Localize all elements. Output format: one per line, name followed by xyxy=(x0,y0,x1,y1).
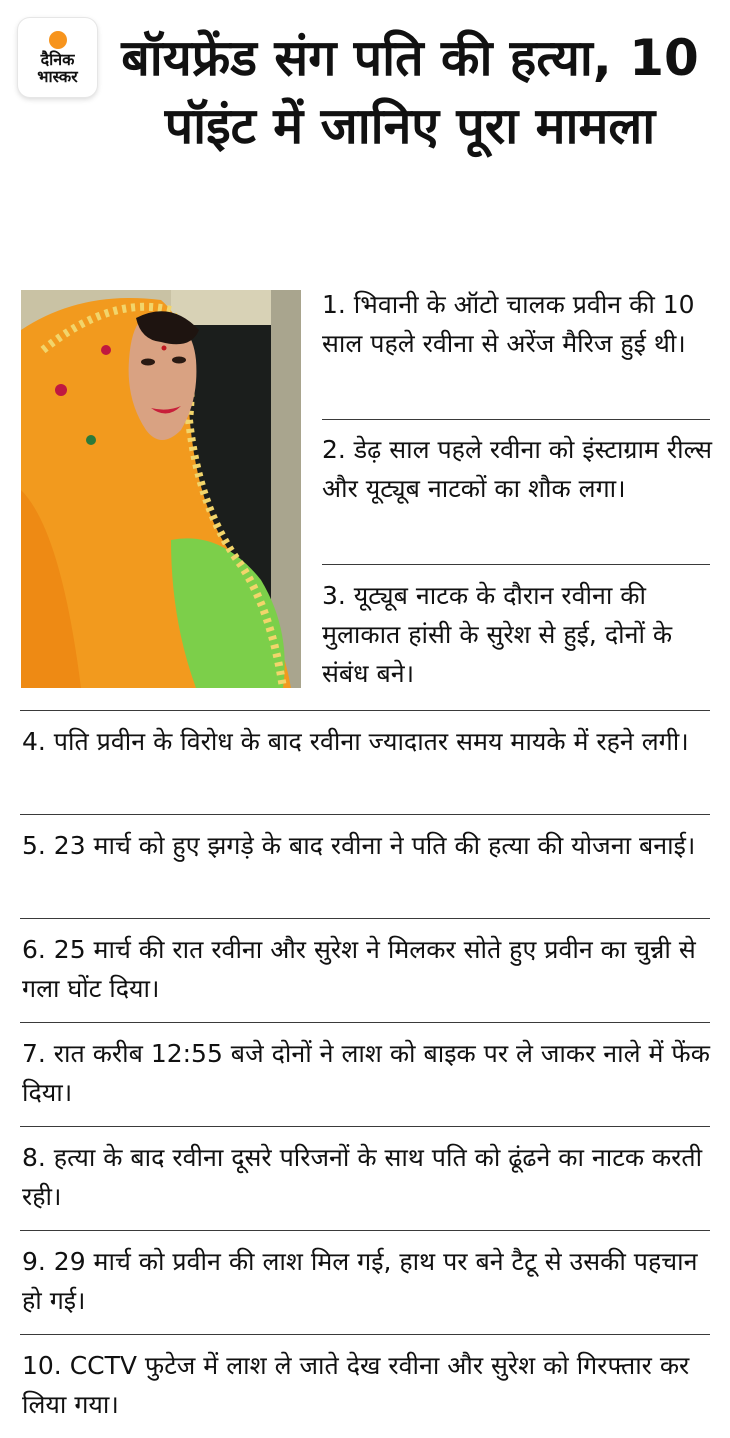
list-item: 3. यूट्यूब नाटक के दौरान रवीना की मुलाकात हांसी के सुरेश से हुई, दोनों के संबंध बने। xyxy=(322,581,673,688)
logo-text-line2: भास्कर xyxy=(37,66,78,86)
divider xyxy=(322,419,710,420)
logo-text-line1: दैनिक xyxy=(40,49,75,69)
list-item: 7. रात करीब 12:55 बजे दोनों ने लाश को बाइक पर ले जाकर नाले में फेंक दिया। xyxy=(22,1039,710,1107)
dainik-bhaskar-logo[interactable] xyxy=(18,18,97,97)
divider xyxy=(20,1126,710,1127)
list-item: 8. हत्या के बाद रवीना दूसरे परिजनों के साथ पति को ढूंढने का नाटक करती रही। xyxy=(22,1143,703,1211)
divider xyxy=(20,814,710,815)
list-item: 5. 23 मार्च को हुए झगड़े के बाद रवीना ने पति की हत्या की योजना बनाई। xyxy=(22,831,696,860)
photo-illustration xyxy=(21,290,301,688)
list-item: 9. 29 मार्च को प्रवीन की लाश मिल गई, हाथ पर बने टैटू से उसकी पहचान हो गई। xyxy=(22,1247,698,1315)
news-photo xyxy=(21,290,301,688)
list-item: 4. पति प्रवीन के विरोध के बाद रवीना ज्यादातर समय मायके में रहने लगी। xyxy=(22,727,689,756)
list-item: 1. भिवानी के ऑटो चालक प्रवीन की 10 साल पहले रवीना से अरेंज मैरिज हुई थी। xyxy=(322,290,695,358)
list-item: 10. CCTV फुटेज में लाश ले जाते देख रवीना और सुरेश को गिरफ्तार कर लिया गया। xyxy=(22,1351,690,1419)
divider xyxy=(322,564,710,565)
divider xyxy=(20,918,710,919)
list-item: 6. 25 मार्च की रात रवीना और सुरेश ने मिलकर सोते हुए प्रवीन का चुन्नी से गला घोंट दिया। xyxy=(22,935,696,1003)
sun-icon xyxy=(49,31,67,49)
list-item: 2. डेढ़ साल पहले रवीना को इंस्टाग्राम रील्स और यूट्यूब नाटकों का शौक लगा। xyxy=(322,435,713,503)
divider xyxy=(20,1334,710,1335)
divider xyxy=(20,1022,710,1023)
divider xyxy=(20,710,710,711)
divider xyxy=(20,1230,710,1231)
headline: बॉयफ्रेंड संग पति की हत्या, 10 पॉइंट में जानिए पूरा मामला xyxy=(121,29,699,155)
